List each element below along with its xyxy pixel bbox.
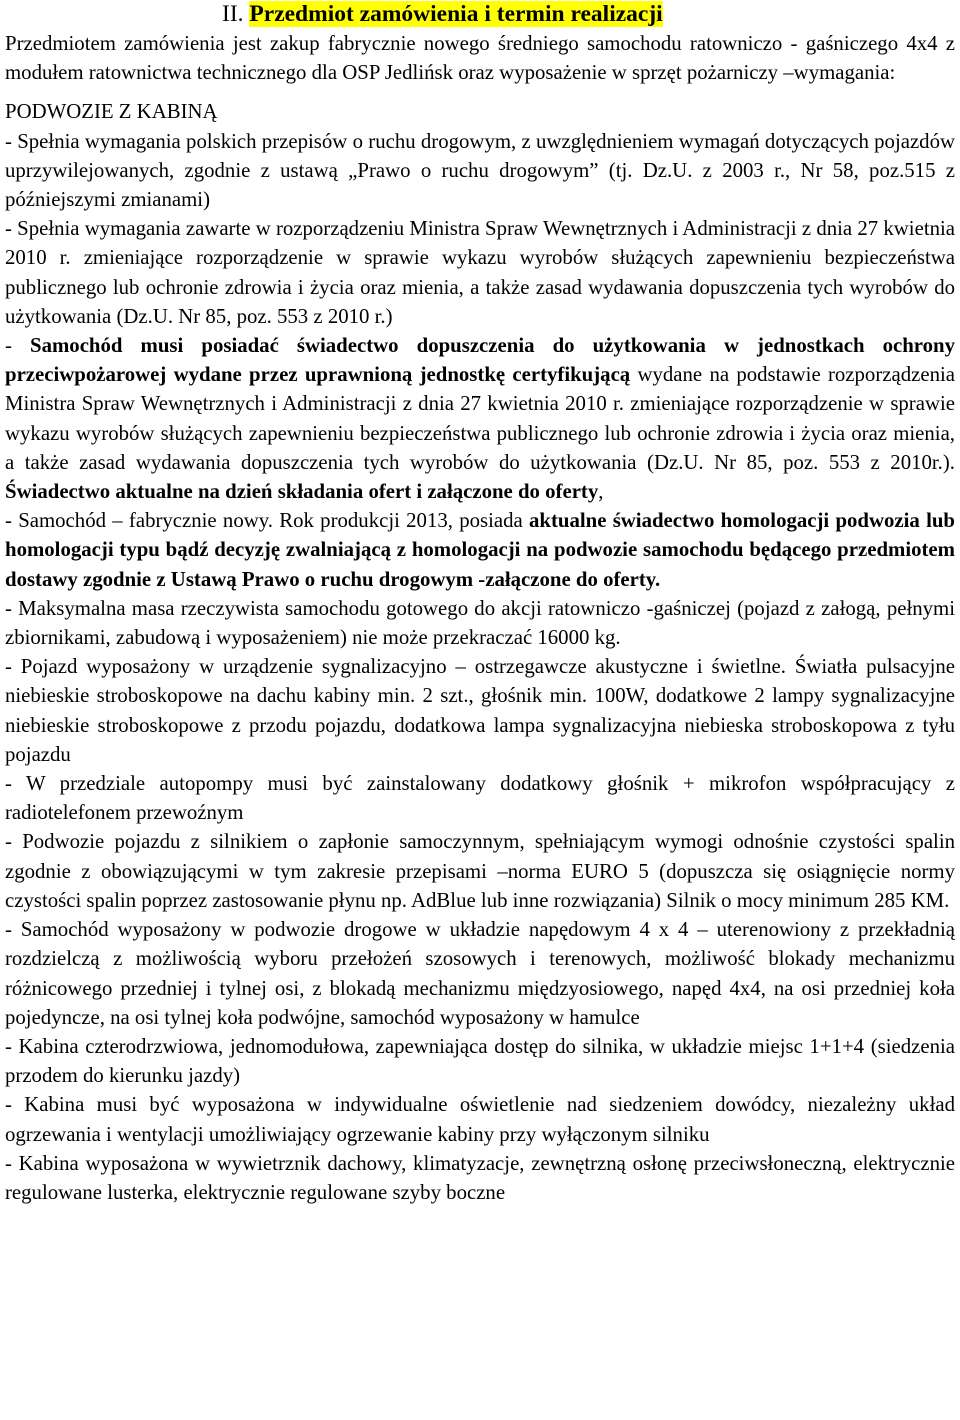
- intro-paragraph: Przedmiotem zamówienia jest zakup fabrycznie nowego średniego samochodu ratowniczo - gaśniczego 4x4 z modułem ratownictwa technicznego dla OSP Jedlińsk oraz wyposażenie w sprzęt pożarniczy –wymagania:: [5, 32, 955, 85]
- requirement-drivetrain: - Samochód wyposażony w podwozie drogowe w układzie napędowym 4 x 4 – uterenowiony z przekładnią rozdzielczą z możliwością wyboru przełożeń szosowych i terenowych, możliwość blokady mechanizmu różnicowego przedniej i tylnej osi, z blokadą mechanizmu międzyosiowego, napęd 4x4, na osi przedniej koła pojedyncze, na osi tylnej koła podwójne, samochód wyposażony w hamulce: [5, 918, 955, 1029]
- requirement-traffic-law: - Spełnia wymagania polskich przepisów o ruchu drogowym, z uwzględnieniem wymagań dotyczących pojazdów uprzywilejowanych, zgodnie z ustawą „Prawo o ruchu drogowym” (tj. Dz.U. z 2003 r., Nr 58, poz.515 z późniejszymi zmianami): [5, 129, 955, 212]
- requirement-certificate-validity: Świadectwo aktualne na dzień składania ofert i załączone do oferty: [5, 480, 599, 504]
- requirement-homologation: aktualne świadectwo homologacji podwozia lub homologacji typu bądź decyzję zwalniającą z homologacji na podwozie samochodu będącego przedmiotem dostawy zgodnie z Ustawą Prawo o ruchu drogowym -załączone do oferty.: [5, 509, 956, 591]
- requirement-new-vehicle: [5, 506, 955, 594]
- requirement-max-mass: - Maksymalna masa rzeczywista samochodu gotowego do akcji ratowniczo -gaśniczej (pojazd z załogą, pełnymi zbiornikami, zabudową i wyposażeniem) nie może przekraczać 16000 kg.: [5, 596, 955, 650]
- requirement-certificate-dash: -: [5, 334, 31, 358]
- requirement-certificate-end: ,: [598, 480, 604, 504]
- requirement-signaling: - Pojazd wyposażony w urządzenie sygnalizacyjno – ostrzegawcze akustyczne i świetlne. Światła pulsacyjne niebieskie stroboskopowe na dachu kabiny min. 2 szt., głośnik min. 100W, dodatkowe 2 lampy sygnalizacyjne niebieskie stroboskopowe z przodu pojazdu, dodatkowa lampa sygnalizacyjna niebieska stroboskopowa z tyłu pojazdu: [5, 655, 955, 766]
- section-heading: [5, 0, 955, 29]
- section-number: II.: [222, 1, 244, 27]
- requirement-cabin-layout: - Kabina czterodrzwiowa, jednomodułowa, zapewniająca dostęp do silnika, w układzie miejsc 1+1+4 (siedzenia przodem do kierunku jazdy): [5, 1034, 955, 1088]
- requirement-ministry-regulation: - Spełnia wymagania zawarte w rozporządzeniu Ministra Spraw Wewnętrznych i Administracji z dnia 27 kwietnia 2010 r. zmieniające rozporządzenie w sprawie wykazu wyrobów służących zapewnieniu bezpieczeństwa publicznego lub ochronie zdrowia i życia oraz mienia, a także zasad wydawania dopuszczenia tych wyrobów do użytkowania (Dz.U. Nr 85, poz. 553 z 2010 r.): [5, 217, 955, 328]
- requirement-cabin-lighting: - Kabina musi być wyposażona w indywidualne oświetlenie nad siedzeniem dowódcy, niezależny układ ogrzewania i wentylacji umożliwiający ogrzewanie kabiny przy wyłączonym silniku: [5, 1093, 955, 1146]
- requirement-certificate-text: wydane na podstawie rozporządzenia Ministra Spraw Wewnętrznych i Administracji z dnia 27 kwietnia 2010 r. zmieniające rozporządzenie w sprawie wykazu wyrobów służących zapewnieniu bezpieczeństwa publicznego lub ochronie zdrowia i życia oraz mienia, a także zasad wydawania dopuszczenia tych wyrobów do użytkowania (Dz.U. Nr 85, poz. 553 z 2010r.).: [5, 363, 955, 474]
- requirement-engine: - Podwozie pojazdu z silnikiem o zapłonie samoczynnym, spełniającym wymogi odnośnie czystości spalin zgodnie z obowiązującymi w tym zakresie przepisami –norma EURO 5 (dopuszcza się osiągnięcie normy czystości spalin poprzez zastosowanie płynu np. AdBlue lub inne rozwiązania) Silnik o mocy minimum 285 KM.: [5, 830, 955, 912]
- requirement-certificate-bold: Samochód musi posiadać świadectwo dopuszczenia do użytkowania w jednostkach ochrony przeciwpożarowej wydane przez uprawnioną jednostkę certyfikującą: [5, 334, 956, 387]
- spacer: [5, 87, 955, 97]
- section-title: Przedmiot zamówienia i termin realizacji: [249, 1, 663, 27]
- subheading-chassis: PODWOZIE Z KABINĄ: [5, 100, 218, 124]
- requirement-certificate: [5, 331, 955, 506]
- requirement-speaker: - W przedziale autopompy musi być zainstalowany dodatkowy głośnik + mikrofon współpracujący z radiotelefonem przewoźnym: [5, 772, 955, 825]
- requirement-new-vehicle-text: - Samochód – fabrycznie nowy. Rok produkcji 2013, posiada: [5, 509, 529, 533]
- requirement-cabin-equipment: - Kabina wyposażona w wywietrznik dachowy, klimatyzacje, zewnętrzną osłonę przeciwsłoneczną, elektrycznie regulowane lusterka, elektrycznie regulowane szyby boczne: [5, 1151, 955, 1204]
